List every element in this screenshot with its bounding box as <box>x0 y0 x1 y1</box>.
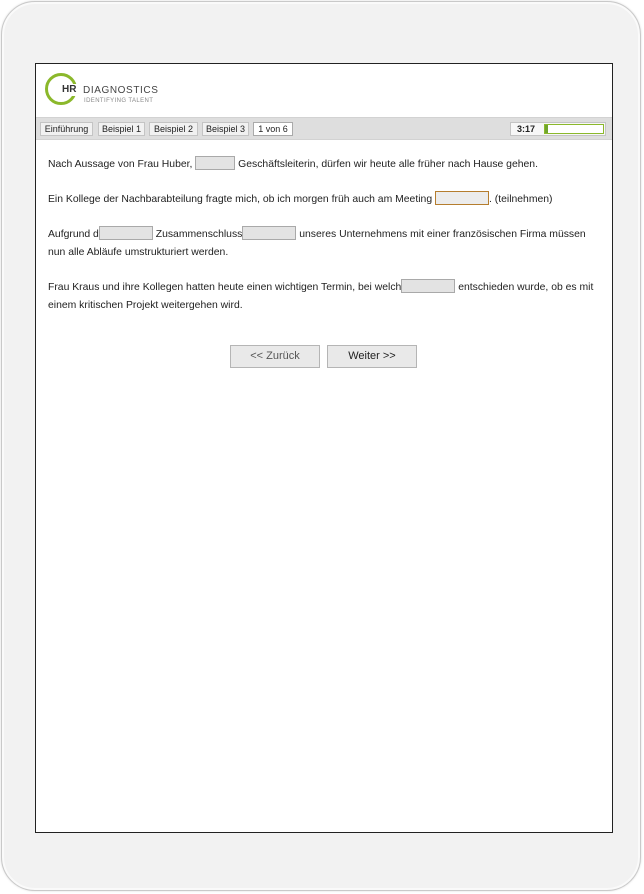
logo-mark: HR <box>62 84 77 95</box>
tablet-frame <box>1 1 641 891</box>
question-4-text-after: entschieden wurde, ob es mit einem kritischen Projekt weitergehen wird. <box>48 282 594 311</box>
question-1-text-after: Geschäftsleiterin, dürfen wir heute alle früher nach Hause gehen. <box>235 159 538 170</box>
question-3-gap-input-2[interactable] <box>242 226 296 240</box>
tab-beispiel-1[interactable]: Beispiel 1 <box>98 122 145 136</box>
question-3-text-middle: Zusammenschluss <box>152 229 243 240</box>
timer-progress-bar <box>544 124 604 134</box>
navigation-buttons <box>36 345 612 369</box>
tab-beispiel-2[interactable]: Beispiel 2 <box>149 122 198 136</box>
question-1 <box>48 156 600 174</box>
logo-name: DIAGNOSTICS <box>83 85 159 96</box>
timer-value: 3:17 <box>517 124 536 134</box>
question-4-gap-input[interactable] <box>401 279 455 293</box>
question-3-text-before: Aufgrund d <box>48 229 99 240</box>
question-3-text-after: unseres Unternehmens mit einer französischen Firma müssen nun alle Abläufe umstrukturiert werden. <box>48 229 586 258</box>
back-button[interactable]: << Zurück <box>230 345 320 368</box>
question-2-text-after: . (teilnehmen) <box>488 194 553 205</box>
question-2-text-before: Ein Kollege der Nachbarabteilung fragte mich, ob ich morgen früh auch am Meeting <box>48 194 435 205</box>
timer <box>510 122 606 136</box>
question-3-gap-input-1[interactable] <box>99 226 153 240</box>
tab-beispiel-3[interactable]: Beispiel 3 <box>202 122 249 136</box>
question-1-text-before: Nach Aussage von Frau Huber, <box>48 159 196 170</box>
next-button[interactable]: Weiter >> <box>327 345 417 368</box>
header <box>36 64 612 117</box>
timer-progress-fill <box>545 125 548 133</box>
nav-bar <box>36 117 612 140</box>
question-4 <box>48 279 600 315</box>
tab-einfuehrung[interactable]: Einführung <box>40 122 93 136</box>
question-2 <box>48 191 600 209</box>
question-content <box>48 156 600 332</box>
tab-current-page: 1 von 6 <box>253 122 293 136</box>
logo-tagline: IDENTIFYING TALENT <box>84 98 154 104</box>
question-4-text-before: Frau Kraus und ihre Kollegen hatten heute einen wichtigen Termin, bei welch <box>48 282 402 293</box>
question-1-gap-input[interactable] <box>195 156 235 170</box>
question-2-gap-input[interactable] <box>435 191 489 205</box>
app-screen <box>35 63 613 833</box>
question-3 <box>48 226 600 262</box>
